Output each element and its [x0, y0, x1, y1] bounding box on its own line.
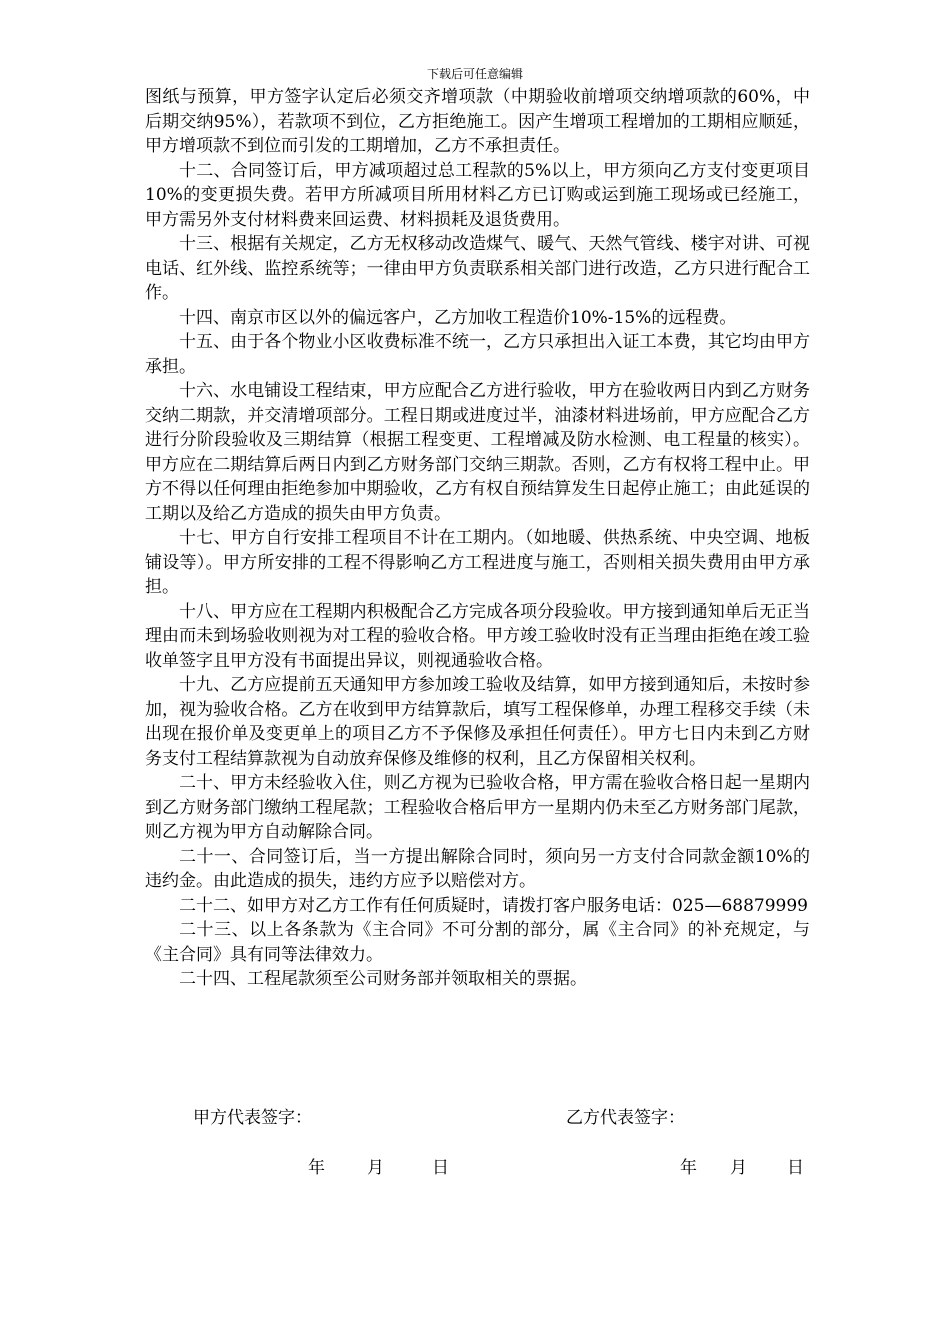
paragraph: 十四、南京市区以外的偏远客户，乙方加收工程造价10%-15%的远程费。 [179, 307, 737, 328]
paragraph: 十八、甲方应在工程期内积极配合乙方完成各项分段验收。甲方接到通知单后无正当理由而未到场验收则视为对工程的验收合格。甲方竣工验收时没有正当理由拒绝在竣工验收单签字且甲方没有书面提出异议，则视通验收合格。 [145, 601, 810, 671]
paragraph: 二十三、以上各条款为《主合同》不可分割的部分，属《主合同》的补充规定，与《主合同》具有同等法律效力。 [145, 920, 810, 965]
paragraph: 十九、乙方应提前五天通知甲方参加竣工验收及结算，如甲方接到通知后，未按时参加，视为验收合格。乙方在收到甲方结算款后，填写工程保修单，办理工程移交手续（未出现在报价单及变更单上的项目乙方不予保修及承担任何责任）。甲方七日内未到乙方财务支付工程结算款视为自动放弃保修及维修的权利，且乙方保留相关权利。 [145, 675, 810, 769]
paragraph: 二十一、合同签订后，当一方提出解除合同时，须向另一方支付合同款金额10%的违约金。由此造成的损失，违约方应予以赔偿对方。 [145, 846, 810, 891]
paragraph: 二十、甲方未经验收入住，则乙方视为已验收合格，甲方需在验收合格日起一星期内到乙方财务部门缴纳工程尾款；工程验收合格后甲方一星期内仍未至乙方财务部门尾款，则乙方视为甲方自动解除合同。 [145, 773, 810, 842]
paragraph: 十五、由于各个物业小区收费标准不统一，乙方只承担出入证工本费，其它均由甲方承担。 [145, 332, 810, 377]
page-header: 下载后可任意编辑 [426, 67, 523, 81]
party-b-date-day: 日 [787, 1158, 804, 1178]
party-b-signature-label: 乙方代表签字： [566, 1108, 685, 1128]
paragraph: 十二、合同签订后，甲方减项超过总工程款的5%以上，甲方须向乙方支付变更项目10%的变更损失费。若甲方所减项目所用材料乙方已订购或运到施工现场或已经施工，甲方需另外支付材料费来回运费、材料损耗及退货费用。 [145, 160, 810, 230]
party-a-date-year: 年 [308, 1158, 325, 1178]
paragraph: 二十二、如甲方对乙方工作有任何质疑时，请拨打客户服务电话：025—68879999 [179, 895, 808, 916]
party-a-signature-label: 甲方代表签字： [193, 1108, 312, 1128]
paragraph: 二十四、工程尾款须至公司财务部并领取相关的票据。 [179, 969, 587, 989]
paragraph: 图纸与预算，甲方签字认定后必须交齐增项款（中期验收前增项交纳增项款的60%，中后期交纳95%），若款项不到位，乙方拒绝施工。因产生增项工程增加的工期相应顺延，甲方增项款不到位而引发的工期增加，乙方不承担责任。 [145, 87, 810, 156]
party-b-date-year: 年 [680, 1158, 697, 1178]
paragraph: 十七、甲方自行安排工程项目不计在工期内。（如地暖、供热系统、中央空调、地板铺设等）。甲方所安排的工程不得影响乙方工程进度与施工，否则相关损失费用由甲方承担。 [145, 528, 810, 597]
paragraph: 十三、根据有关规定，乙方无权移动改造煤气、暖气、天然气管线、楼宇对讲、可视电话、红外线、监控系统等；一律由甲方负责联系相关部门进行改造，乙方只进行配合工作。 [145, 234, 810, 303]
party-b-date-month: 月 [730, 1158, 747, 1178]
document-body [145, 85, 810, 992]
paragraph: 十六、水电铺设工程结束，甲方应配合乙方进行验收，甲方在验收两日内到乙方财务交纳二期款，并交清增项部分。工程日期或进度过半，油漆材料进场前，甲方应配合乙方进行分阶段验收及三期结算（根据工程变更、工程增减及防水检测、电工程量的核实）。甲方应在二期结算后两日内到乙方财务部门交纳三期款。否则，乙方有权将工程中止。甲方不得以任何理由拒绝参加中期验收，乙方有权自预结算发生日起停止施工；由此延误的工期以及给乙方造成的损失由甲方负责。 [145, 381, 810, 524]
party-a-date-month: 月 [367, 1158, 384, 1178]
party-a-date-day: 日 [432, 1158, 449, 1178]
